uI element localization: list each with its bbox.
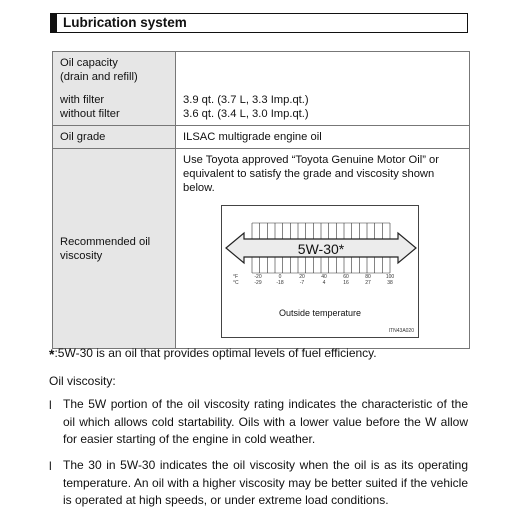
lubrication-spec-table <box>52 51 470 349</box>
viscosity-label-line-2: viscosity <box>60 249 103 262</box>
bullet-marker-2: l <box>49 459 52 473</box>
diagram-caption: Outside temperature <box>278 308 362 318</box>
figure-id: ITN43A020 <box>388 328 414 334</box>
celsius-value: 38 <box>387 280 393 286</box>
with-filter-label: with filter <box>60 94 105 106</box>
temperature-labels <box>254 274 394 286</box>
celsius-value: 16 <box>343 280 349 286</box>
footnote-star: * <box>49 346 55 362</box>
bullet-text-2: The 30 in 5W-30 indicates the oil viscosity when the oil is as its operating temperature. An oil with a higher viscosity may be better suited if the vehicle is operated at high speeds, or under extreme load conditions. <box>63 458 468 507</box>
celsius-row-label: °C <box>233 280 239 286</box>
fahrenheit-row-label: °F <box>233 274 239 280</box>
viscosity-chart-svg <box>222 206 418 337</box>
section-header-bar <box>51 14 57 32</box>
table-row-grade <box>53 126 470 149</box>
fahrenheit-value: 100 <box>385 274 395 280</box>
celsius-value: -7 <box>299 280 305 286</box>
viscosity-label-line-1: Recommended oil <box>60 235 151 248</box>
oil-grade-label: 5W-30* <box>297 241 345 257</box>
celsius-value: -29 <box>254 280 262 286</box>
bullet-text-1: The 5W portion of the oil viscosity rating indicates the characteristic of the oil which allows cold startability. Oils with a lower value before the W allow for easier starting of the engine in cold weather. <box>63 397 468 446</box>
celsius-value: -18 <box>276 280 284 286</box>
table-row-viscosity <box>53 149 470 349</box>
viscosity-description: Use Toyota approved “Toyota Genuine Motor Oil” or equivalent to satisfy the grade and viscosity shown below. <box>183 154 439 194</box>
without-filter-label: without filter <box>60 108 120 120</box>
table-row-capacity <box>53 52 470 126</box>
viscosity-diagram <box>221 205 419 338</box>
fahrenheit-value: 40 <box>321 274 327 280</box>
grade-label: Oil grade <box>53 126 176 149</box>
oil-viscosity-heading: Oil viscosity: <box>49 374 116 388</box>
bullet-marker-1: l <box>49 398 52 412</box>
section-header <box>50 13 468 33</box>
footnote <box>49 346 377 362</box>
celsius-value: 27 <box>365 280 371 286</box>
capacity-label-line-1: Oil capacity <box>60 57 118 69</box>
fahrenheit-value: 60 <box>343 274 349 280</box>
capacity-label-cell <box>53 52 176 126</box>
fahrenheit-value: 80 <box>365 274 371 280</box>
footnote-text: :5W-30 is an oil that provides optimal levels of fuel efficiency. <box>54 346 377 360</box>
grade-value: ILSAC multigrade engine oil <box>176 126 470 149</box>
capacity-label-line-2: (drain and refill) <box>60 71 138 83</box>
without-filter-value: 3.6 qt. (3.4 L, 3.0 Imp.qt.) <box>183 108 309 120</box>
with-filter-value: 3.9 qt. (3.7 L, 3.3 Imp.qt.) <box>183 94 309 106</box>
celsius-value: 4 <box>322 280 326 286</box>
viscosity-label-cell <box>53 149 176 349</box>
viscosity-value-cell <box>176 149 470 349</box>
section-title: Lubrication system <box>63 15 187 30</box>
fahrenheit-value: 0 <box>278 274 282 280</box>
fahrenheit-value: -20 <box>254 274 262 280</box>
capacity-value-cell <box>176 52 470 126</box>
fahrenheit-value: 20 <box>299 274 305 280</box>
